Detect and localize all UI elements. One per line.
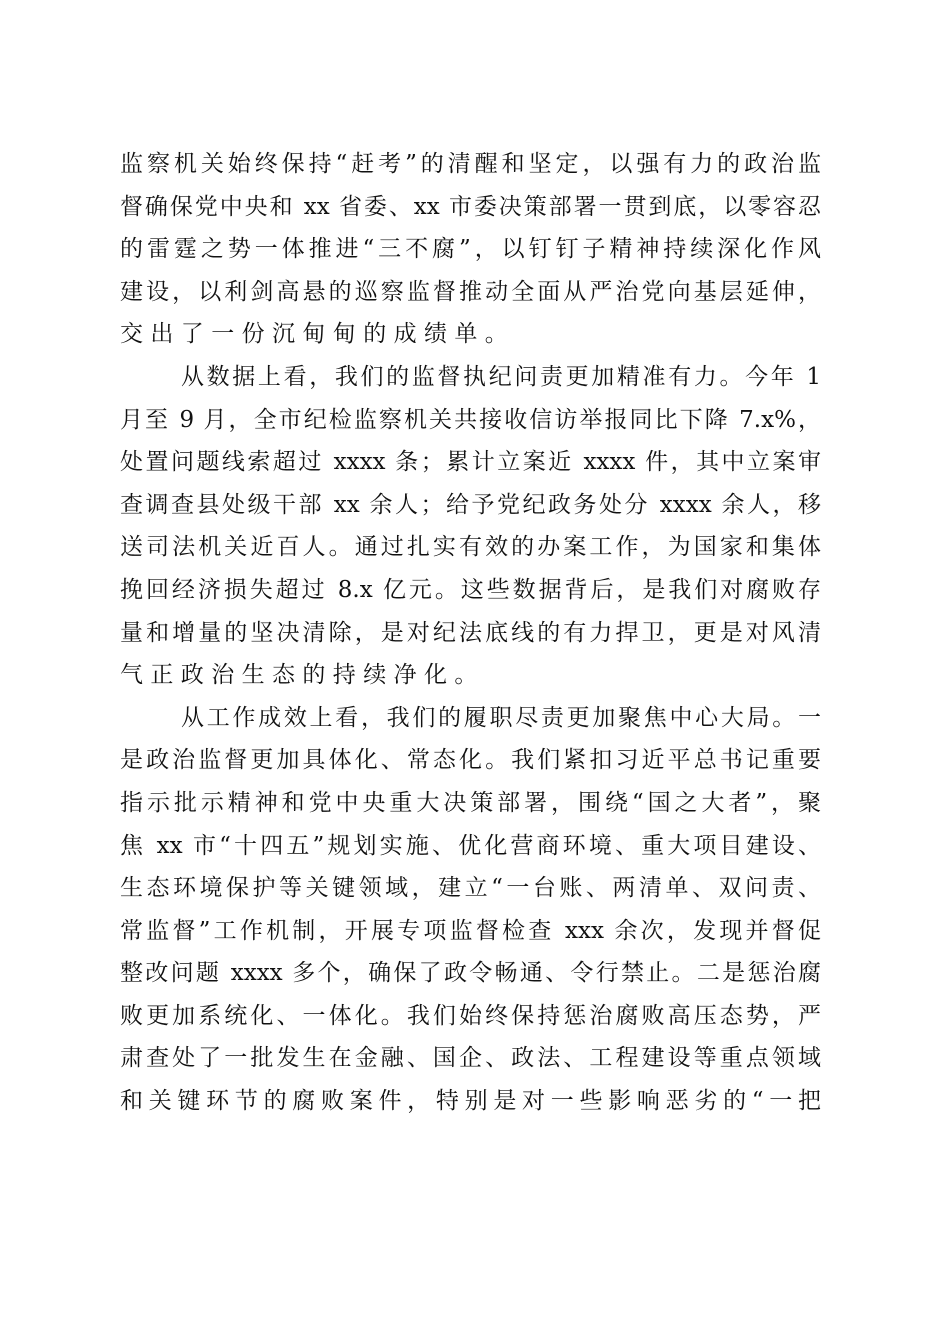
text-line: 气正政治生态的持续净化。 <box>120 662 485 689</box>
text-line: 的雷霆之势一体推进“三不腐”，以钉钉子精神持续深化作风 <box>120 236 821 263</box>
text-line: 指示批示精神和党中央重大决策部署，围绕“国之大者”，聚 <box>120 789 821 816</box>
text-line: 建设，以利剑高悬的巡察监督推动全面从严治党向基层延伸， <box>120 278 821 305</box>
document-body <box>120 143 821 1123</box>
text-line: 生态环境保护等关键领域，建立“一台账、两清单、双问责、 <box>120 875 821 902</box>
text-line: 督确保党中央和 xx 省委、xx 市委决策部署一贯到底，以零容忍 <box>120 193 821 220</box>
text-line: 败更加系统化、一体化。我们始终保持惩治腐败高压态势，严 <box>120 1002 821 1029</box>
text-line: 从工作成效上看，我们的履职尽责更加聚焦中心大局。一 <box>181 704 821 731</box>
text-line: 月至 9 月，全市纪检监察机关共接收信访举报同比下降 7.x%， <box>120 406 821 433</box>
text-line: 从数据上看，我们的监督执纪问责更加精准有力。今年 1 <box>181 363 821 390</box>
text-line: 常监督”工作机制，开展专项监督检查 xxx 余次，发现并督促 <box>120 917 821 944</box>
text-line: 和关键环节的腐败案件，特别是对一些影响恶劣的“一把 <box>120 1088 821 1115</box>
paragraph-1 <box>120 143 821 356</box>
text-line: 焦 xx 市“十四五”规划实施、优化营商环境、重大项目建设、 <box>120 832 821 859</box>
text-line: 查调查县处级干部 xx 余人；给予党纪政务处分 xxxx 余人，移 <box>120 491 821 518</box>
text-line: 交出了一份沉甸甸的成绩单。 <box>120 321 516 348</box>
paragraph-2 <box>120 356 821 697</box>
text-line: 挽回经济损失超过 8.x 亿元。这些数据背后，是我们对腐败存 <box>120 576 821 603</box>
text-line: 是政治监督更加具体化、常态化。我们紧扣习近平总书记重要 <box>120 747 821 774</box>
text-line: 整改问题 xxxx 多个，确保了政令畅通、令行禁止。二是惩治腐 <box>120 960 821 987</box>
text-line: 监察机关始终保持“赶考”的清醒和坚定，以强有力的政治监 <box>120 151 821 177</box>
text-line: 处置问题线索超过 xxxx 条；累计立案近 xxxx 件，其中立案审 <box>120 449 821 476</box>
text-line: 送司法机关近百人。通过扎实有效的办案工作，为国家和集体 <box>120 534 821 561</box>
text-line: 量和增量的坚决清除，是对纪法底线的有力捍卫，更是对风清 <box>120 619 821 646</box>
paragraph-3 <box>120 697 821 1123</box>
text-line: 肃查处了一批发生在金融、国企、政法、工程建设等重点领域 <box>120 1045 821 1072</box>
